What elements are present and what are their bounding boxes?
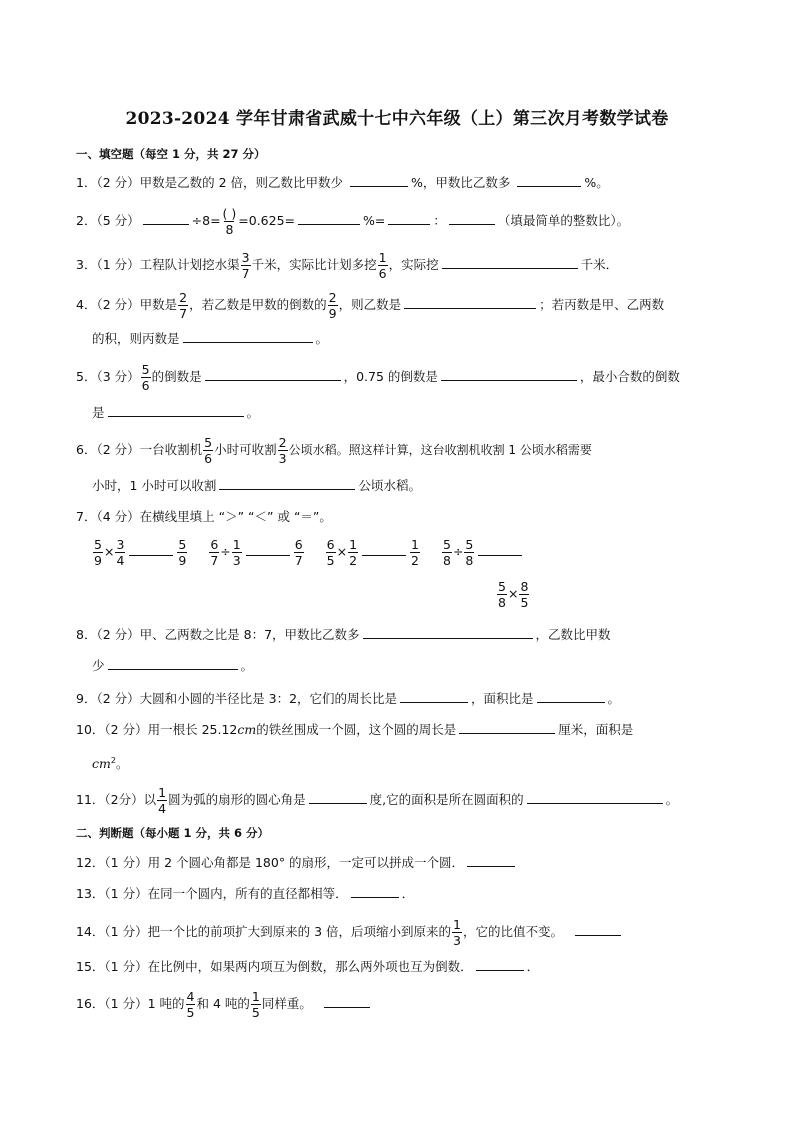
question-text: ． (401, 886, 415, 901)
fraction (93, 538, 103, 567)
question-points: （1 分） (104, 959, 148, 974)
question-number: 2． (76, 213, 97, 228)
denominator: 2 (411, 553, 419, 568)
question-text: 公顷水稻。照这样计算，这台收割机收割 1 公顷水稻需要 (288, 443, 592, 457)
operator: × (336, 544, 348, 559)
question-number: 11． (76, 792, 105, 807)
fraction (294, 538, 304, 567)
denominator: 8 (498, 595, 506, 610)
question-text: 。 (246, 405, 260, 420)
denominator: 4 (116, 553, 125, 568)
denominator: 8 (225, 222, 234, 237)
question-text: 。 (240, 658, 254, 673)
question-text: ，乙数比甲数 (535, 627, 611, 642)
question-8-continued (92, 656, 253, 676)
question-points: （2分） (104, 792, 144, 807)
fraction (348, 538, 358, 567)
answer-blank[interactable] (575, 922, 621, 936)
question-text: 用一根长 25.12 (147, 722, 238, 737)
numerator: 2 (278, 435, 287, 450)
section-heading-fill-blank: 一、填空题（每空 1 分，共 27 分） (76, 147, 266, 161)
answer-blank[interactable] (441, 367, 577, 381)
comparison-row (92, 538, 541, 567)
answer-blank[interactable] (527, 790, 663, 804)
numerator: 1 (251, 989, 260, 1004)
question-9 (76, 689, 620, 709)
question-number: 9． (76, 691, 97, 706)
answer-blank[interactable] (350, 173, 408, 187)
question-7 (76, 507, 332, 527)
denominator: 8 (465, 553, 474, 568)
numerator: 5 (94, 537, 102, 552)
question-text: （填最简单的整数比）。 (497, 213, 630, 228)
question-3 (76, 251, 618, 280)
question-points: （2 分） (96, 691, 140, 706)
numerator: 1 (158, 785, 167, 800)
answer-blank[interactable] (467, 853, 515, 867)
question-number: 3． (76, 257, 97, 272)
question-5-continued (92, 403, 259, 423)
answer-blank[interactable] (404, 295, 536, 309)
denominator: 2 (349, 553, 358, 568)
operator: × (103, 544, 115, 559)
question-5 (76, 363, 680, 392)
question-points: （2 分） (96, 442, 140, 457)
question-number: 15． (76, 959, 105, 974)
question-points: （2 分） (96, 175, 140, 190)
unit-text: cm (92, 756, 111, 772)
fraction (378, 251, 388, 280)
fraction (186, 990, 196, 1019)
question-text: ；若丙数是甲、乙两数 (539, 297, 665, 312)
question-text: 在同一个圆内，所有的直径都相等． (147, 886, 348, 901)
question-text: %，甲数比乙数多 (411, 175, 511, 190)
question-text: 甲数是乙数的 2 倍，则乙数比甲数少 (139, 175, 344, 190)
answer-blank[interactable] (388, 211, 430, 225)
question-14 (76, 918, 624, 947)
fraction (209, 538, 219, 567)
question-text: 。 (115, 756, 129, 772)
question-number: 10． (76, 722, 105, 737)
question-number: 13． (76, 886, 105, 901)
fraction (177, 538, 187, 567)
question-points: （1 分） (104, 996, 148, 1011)
answer-blank[interactable] (363, 625, 533, 639)
question-13 (76, 884, 414, 904)
question-number: 4． (76, 297, 97, 312)
question-points: （1 分） (104, 886, 148, 901)
question-text: 小时，1 小时可以收割 (92, 478, 217, 493)
question-text: =0.625= (238, 213, 296, 228)
fraction (203, 436, 213, 465)
numerator: 3 (116, 537, 125, 552)
question-6 (76, 436, 592, 465)
unit-text: cm (237, 722, 257, 737)
question-text: ，若乙数是甲数的倒数的 (189, 297, 327, 312)
answer-blank[interactable] (442, 255, 578, 269)
comparison-4 (441, 538, 525, 567)
question-text: 圆为弧的扇形的圆心角是 (168, 792, 306, 807)
answer-blank[interactable] (449, 211, 495, 225)
numerator: 5 (204, 435, 213, 450)
question-number: 5． (76, 369, 97, 384)
question-text: 1 吨的 (147, 996, 185, 1011)
answer-blank[interactable] (183, 329, 313, 343)
question-text: 以 (143, 792, 157, 807)
question-points: （3 分） (96, 369, 140, 384)
answer-blank[interactable] (476, 957, 524, 971)
answer-blank[interactable] (246, 542, 290, 556)
question-number: 1． (76, 175, 97, 190)
question-text: 。 (665, 792, 679, 807)
numerator: 5 (498, 579, 506, 594)
question-text: 把一个比的前项扩大到原来的 3 倍，后项缩小到原来的 (147, 924, 451, 939)
denominator: 7 (294, 553, 303, 568)
question-text: 甲数是 (139, 297, 178, 312)
unit-exponent: 2 (110, 756, 116, 765)
question-text: 小时可收割 (214, 442, 277, 457)
fraction (241, 251, 251, 280)
question-number: 16． (76, 996, 105, 1011)
answer-blank[interactable] (219, 476, 355, 490)
question-text: 是 (92, 405, 105, 420)
question-4 (76, 291, 664, 320)
fraction (222, 207, 238, 236)
question-15 (76, 957, 539, 977)
section-heading-true-false: 二、判断题（每小题 1 分，共 6 分） (76, 826, 270, 840)
numerator: 5 (141, 362, 150, 377)
fraction (497, 580, 507, 609)
question-points: （2 分） (104, 722, 148, 737)
question-1 (76, 173, 609, 193)
question-text: 少 (92, 658, 105, 673)
denominator: 4 (158, 801, 167, 816)
question-10 (76, 720, 633, 740)
fraction (326, 538, 336, 567)
fraction (410, 538, 420, 567)
operator: ÷ (220, 544, 231, 559)
answer-blank[interactable] (143, 211, 189, 225)
question-text: ，面积比是 (471, 691, 534, 706)
question-text: 和 4 吨的 (196, 996, 250, 1011)
fraction (141, 363, 151, 392)
question-number: 6． (76, 442, 97, 457)
fraction (157, 786, 167, 815)
answer-blank[interactable] (298, 211, 360, 225)
fraction (519, 580, 529, 609)
numerator: 1 (349, 537, 358, 552)
question-text: ． (526, 959, 540, 974)
fraction (442, 538, 452, 567)
question-points: （4 分） (96, 509, 140, 524)
question-text: 千米，实际比计划多挖 (251, 257, 377, 272)
question-4-continued (92, 329, 328, 349)
question-text: 。 (315, 331, 329, 346)
numerator: 8 (520, 579, 529, 594)
numerator: 6 (326, 537, 335, 552)
question-text: 千米． (580, 257, 619, 272)
denominator: 6 (141, 378, 150, 393)
answer-blank[interactable] (205, 367, 341, 381)
denominator: 9 (94, 553, 102, 568)
numerator: 5 (442, 537, 451, 552)
answer-blank[interactable] (478, 542, 522, 556)
fraction (178, 291, 188, 320)
fraction (452, 918, 462, 947)
question-text: ，最小合数的倒数 (579, 369, 680, 384)
denominator: 8 (442, 553, 451, 568)
numerator: 4 (186, 989, 195, 1004)
denominator: 3 (453, 933, 461, 948)
numerator: 2 (328, 290, 337, 305)
question-points: （1 分） (104, 855, 148, 870)
comparison-3 (325, 538, 421, 567)
answer-blank[interactable] (537, 689, 605, 703)
denominator: 5 (520, 595, 529, 610)
denominator: 9 (328, 306, 337, 321)
denominator: 3 (278, 451, 287, 466)
question-text: ： (433, 213, 446, 228)
question-text: 在横线里填上 “＞” “＜” 或 “＝”。 (139, 509, 332, 524)
question-text: 工程队计划挖水渠 (139, 257, 240, 272)
answer-blank[interactable] (459, 720, 555, 734)
answer-blank[interactable] (129, 542, 173, 556)
denominator: 5 (326, 553, 335, 568)
question-text: 大圆和小圆的半径比是 3：2，它们的周长比是 (139, 691, 398, 706)
answer-blank[interactable] (309, 790, 367, 804)
numerator: 3 (241, 250, 250, 265)
question-text: 的积，则丙数是 (92, 331, 180, 346)
denominator: 5 (186, 1005, 195, 1020)
question-number: 7． (76, 509, 97, 524)
operator: × (507, 586, 519, 601)
question-12 (76, 853, 518, 873)
question-points: （2 分） (96, 627, 140, 642)
question-text: 。 (607, 691, 621, 706)
question-text: %。 (584, 175, 609, 190)
answer-blank[interactable] (324, 994, 370, 1008)
question-11 (76, 786, 678, 815)
answer-blank[interactable] (400, 689, 468, 703)
denominator: 9 (178, 553, 187, 568)
denominator: 3 (232, 553, 241, 568)
denominator: 7 (241, 266, 250, 281)
fraction (115, 538, 125, 567)
numerator: 2 (179, 290, 188, 305)
question-text: 度,它的面积是所在圆面积的 (369, 792, 524, 807)
denominator: 7 (179, 306, 188, 321)
comparison-1 (92, 538, 188, 567)
question-text: ，则乙数是 (338, 297, 402, 312)
comparison-4-continued (496, 580, 530, 609)
answer-blank[interactable] (351, 884, 399, 898)
question-text: 用 2 个圆心角都是 180° 的扇形，一定可以拼成一个圆． (147, 855, 465, 870)
numerator: 1 (411, 537, 419, 552)
numerator: ( ) (222, 206, 237, 221)
numerator: 1 (232, 537, 241, 552)
question-text: ÷8= (191, 213, 221, 228)
page-title: 2023-2024 学年甘肃省武威十七中六年级（上）第三次月考数学试卷 (125, 109, 669, 129)
fraction (232, 538, 242, 567)
question-text: 甲、乙两数之比是 8：7，甲数比乙数多 (139, 627, 360, 642)
denominator: 5 (251, 1005, 260, 1020)
question-number: 12． (76, 855, 105, 870)
question-10-continued (92, 751, 128, 774)
question-text: ，它的比值不变。 (462, 924, 563, 939)
operator: ÷ (452, 544, 464, 559)
answer-blank[interactable] (108, 656, 238, 670)
question-number: 8． (76, 627, 97, 642)
question-2 (76, 207, 629, 236)
numerator: 5 (178, 537, 187, 552)
question-number: 14． (76, 924, 105, 939)
numerator: 1 (378, 250, 387, 265)
numerator: 6 (294, 537, 303, 552)
question-text: 在比例中，如果两内项互为倒数，那么两外项也互为倒数． (147, 959, 473, 974)
question-text: 一台收割机 (139, 442, 203, 457)
question-points: （5 分） (96, 213, 140, 228)
denominator: 6 (378, 266, 387, 281)
fraction (328, 291, 338, 320)
question-8 (76, 625, 611, 645)
question-text: 公顷水稻。 (358, 478, 421, 493)
question-text: ，实际挖 (388, 257, 439, 272)
question-6-continued (92, 476, 421, 496)
numerator: 1 (453, 917, 461, 932)
question-text: %= (363, 213, 386, 228)
denominator: 7 (210, 553, 219, 568)
numerator: 5 (465, 537, 474, 552)
question-text: 同样重。 (261, 996, 312, 1011)
fraction (464, 538, 474, 567)
numerator: 6 (210, 537, 219, 552)
question-text: 的倒数是 (151, 369, 202, 384)
fraction (251, 990, 261, 1019)
question-text: 的铁丝围成一个圆，这个圆的周长是 (256, 722, 457, 737)
answer-blank[interactable] (108, 403, 244, 417)
fraction (278, 436, 288, 465)
question-points: （1 分） (96, 257, 140, 272)
answer-blank[interactable] (517, 173, 581, 187)
question-text: 厘米，面积是 (558, 722, 634, 737)
answer-blank[interactable] (362, 542, 406, 556)
question-text: ，0.75 的倒数是 (343, 369, 438, 384)
question-16 (76, 990, 373, 1019)
denominator: 6 (204, 451, 213, 466)
question-points: （1 分） (104, 924, 148, 939)
question-points: （2 分） (96, 297, 140, 312)
comparison-2 (208, 538, 304, 567)
